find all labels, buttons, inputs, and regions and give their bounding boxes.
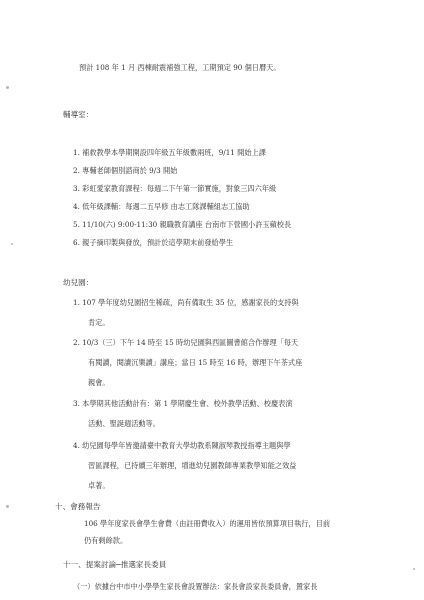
scan-speck	[6, 86, 9, 89]
scan-speck	[413, 568, 415, 570]
intro-line: 預計 108 年 1 月 西棟耐震補強工程，工期預定 90 個日曆天。	[79, 63, 281, 72]
kindergarten-item-1-line-2: 肯定。	[88, 318, 110, 327]
counseling-item-2: 2. 專輔老師個別諮商於 9/3 開始	[73, 166, 178, 175]
kindergarten-item-4-line-3: 卓著。	[88, 481, 110, 490]
scan-speck	[11, 243, 13, 245]
kindergarten-item-2-line-1: 2. 10/3（三）下午 14 時至 15 時幼兒園與西區圖書館合作辦理「每天	[73, 338, 299, 347]
counseling-item-1: 1. 補救教學本學期開設四年級五年級數兩班，9/11 開始上課	[73, 148, 266, 157]
counseling-item-5: 5. 11/10(六) 9:00-11:30 親職教育講座 台南市下營國小許玉蘋校長	[73, 220, 292, 229]
finance-body-line-2: 仍有剩餘款。	[84, 536, 128, 545]
counseling-item-3: 3. 彩虹愛家教育課程：每週二下午第一節實施，對象三四六年級	[73, 184, 277, 193]
kindergarten-heading: 幼兒園：	[63, 278, 94, 287]
kindergarten-item-4-line-1: 4. 幼兒園每學年皆邀請臺中教育大學幼教系陳淑琴教授指導主題與學	[73, 441, 291, 450]
counseling-item-4: 4. 低年級課輔：每週二五早修 由志工隊課輔組志工協助	[73, 202, 250, 211]
kindergarten-item-2-line-2: 有閱讀，閱讀沉樂讀」講座；當日 15 時至 16 時，辦理下午茶式座	[88, 358, 303, 367]
kindergarten-item-4-line-2: 習區課程，已持續三年辦理，增進幼兒園教師專業教學知能之效益	[88, 461, 297, 470]
kindergarten-item-3-line-1: 3. 本學期其他活動計有：第 1 學期慶生會、校外教學活動、校慶表演	[73, 399, 293, 408]
finance-body-line-1: 106 學年度家長會學生會費（由註冊費收入）的運用皆依預算項目執行，目前	[84, 519, 331, 528]
kindergarten-item-3-line-2: 活動、聖誕週活動等。	[88, 419, 160, 428]
scan-speck	[6, 505, 9, 508]
counseling-heading: 輔導室：	[63, 110, 94, 119]
proposal-item-line: （一）依據台中市中小學學生家長會設置辦法：家長會設家長委員會，置家長	[73, 582, 318, 591]
kindergarten-item-1-line-1: 1. 107 學年度幼兒園招生稀疏，尚有備取生 35 位，感謝家長的支持與	[73, 298, 299, 307]
kindergarten-item-2-line-3: 親會。	[88, 378, 110, 387]
counseling-item-6: 6. 親子摘印製與發放，預計於這學期末前發給學生	[73, 238, 234, 247]
finance-heading: 十、會務報告	[55, 502, 101, 511]
proposal-heading: 十一、提案討論─推選家長委員	[63, 560, 167, 569]
